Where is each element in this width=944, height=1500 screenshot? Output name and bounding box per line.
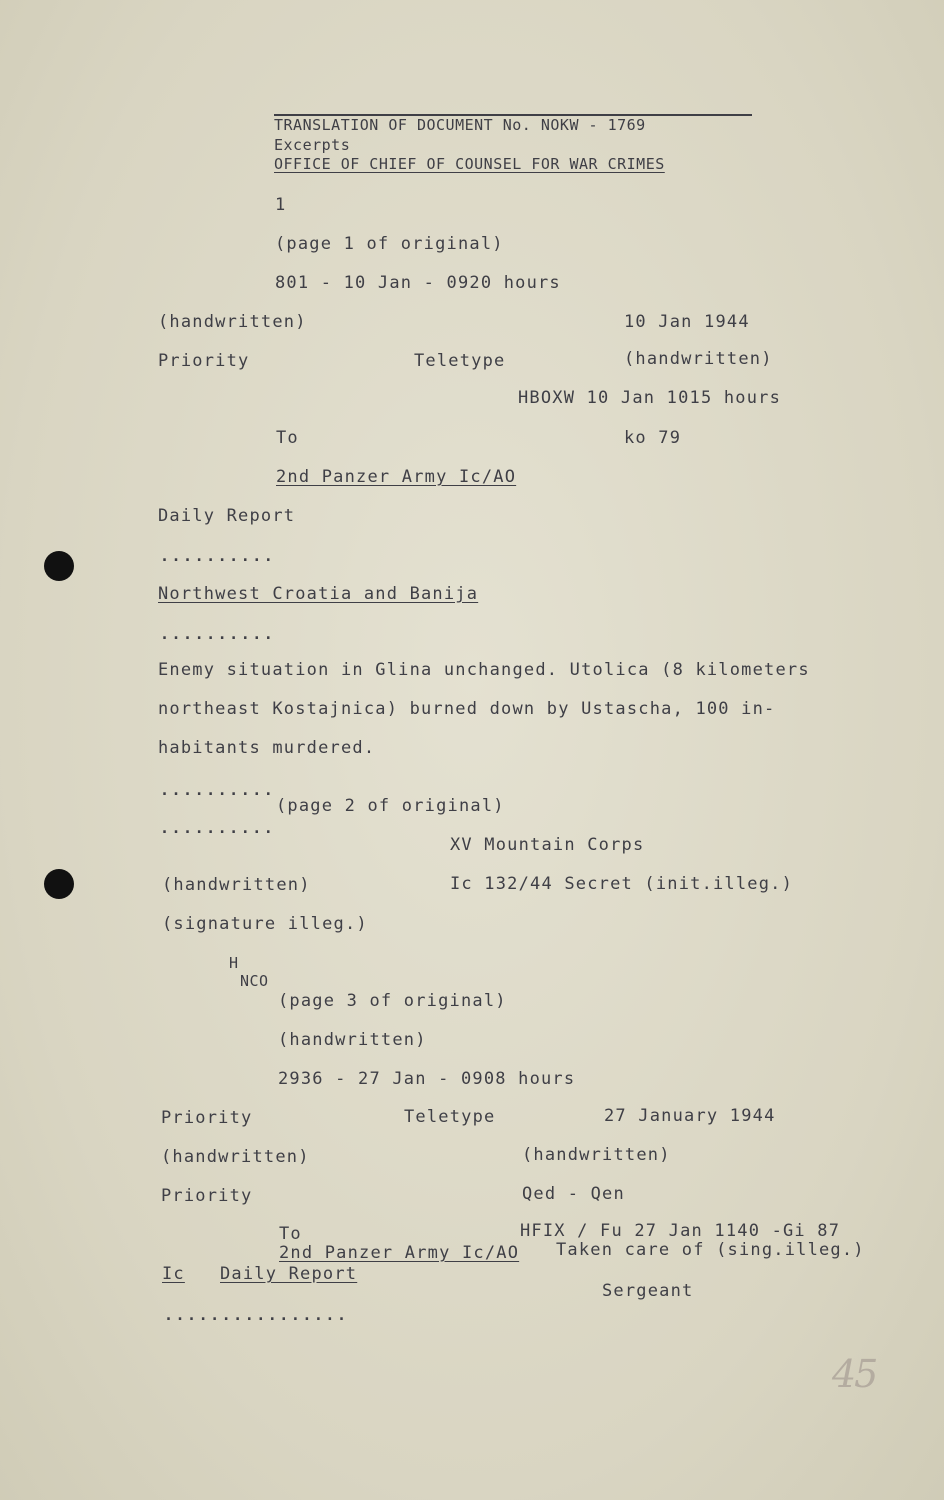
corps-name: XV Mountain Corps xyxy=(450,835,645,855)
message-reference: 2936 - 27 Jan - 0908 hours xyxy=(278,1069,576,1089)
teletype-label: Teletype xyxy=(414,351,506,371)
section-heading: Northwest Croatia and Banija xyxy=(158,584,479,604)
header-translation-line: TRANSLATION OF DOCUMENT No. NOKW - 1769 xyxy=(274,116,646,134)
header-office: OFFICE OF CHIEF OF COUNSEL FOR WAR CRIMES xyxy=(274,155,665,173)
addressee: 2nd Panzer Army Ic/AO xyxy=(279,1243,520,1263)
page-number: 1 xyxy=(275,195,287,215)
receipt-stamp: HBOXW 10 Jan 1015 hours xyxy=(518,388,782,408)
initial-h: H xyxy=(229,954,239,972)
original-page-2: (page 2 of original) xyxy=(276,796,505,816)
report-title: Daily Report xyxy=(220,1264,358,1284)
receipt-stamp: HFIX / Fu 27 Jan 1140 -Gi 87 xyxy=(520,1221,841,1241)
message-date: 27 January 1944 xyxy=(604,1106,776,1126)
ellipsis-separator: ................ xyxy=(164,1306,349,1324)
report-title: Daily Report xyxy=(158,506,296,526)
to-label: To xyxy=(276,428,299,448)
handwritten-note: (handwritten) xyxy=(278,1030,427,1050)
priority-label: Priority xyxy=(161,1186,253,1206)
ellipsis-separator: .......... xyxy=(160,547,276,565)
nco-label: NCO xyxy=(240,972,269,990)
sergeant-label: Sergeant xyxy=(602,1281,694,1301)
pencil-page-number: 45 xyxy=(832,1352,877,1396)
qed-note: Qed - Qen xyxy=(522,1184,625,1204)
handwritten-note: (handwritten) xyxy=(624,349,773,369)
priority-label: Priority xyxy=(161,1108,253,1128)
message-date: 10 Jan 1944 xyxy=(624,312,750,332)
punch-hole xyxy=(44,551,74,581)
ellipsis-separator: .......... xyxy=(160,819,276,837)
body-line: Enemy situation in Glina unchanged. Utolica (8 kilometers xyxy=(158,660,810,680)
signature-note: (signature illeg.) xyxy=(162,914,368,934)
original-page-1: (page 1 of original) xyxy=(275,234,504,254)
handwritten-note: (handwritten) xyxy=(161,1147,310,1167)
original-page-3: (page 3 of original) xyxy=(278,991,507,1011)
taken-care-note: Taken care of (sing.illeg.) xyxy=(556,1240,865,1260)
handwritten-note: (handwritten) xyxy=(158,312,307,332)
body-line: habitants murdered. xyxy=(158,738,376,758)
handwritten-note: (handwritten) xyxy=(162,875,311,895)
priority-label: Priority xyxy=(158,351,250,371)
handwritten-note: (handwritten) xyxy=(522,1145,671,1165)
secret-reference: Ic 132/44 Secret (init.illeg.) xyxy=(450,874,794,894)
ellipsis-separator: .......... xyxy=(160,781,276,799)
ko-number: ko 79 xyxy=(624,428,682,448)
punch-hole xyxy=(44,869,74,899)
ellipsis-separator: .......... xyxy=(160,625,276,643)
teletype-label: Teletype xyxy=(404,1107,496,1127)
message-reference: 801 - 10 Jan - 0920 hours xyxy=(275,273,561,293)
body-line: northeast Kostajnica) burned down by Ustascha, 100 in- xyxy=(158,699,776,719)
to-label: To xyxy=(279,1224,302,1244)
addressee: 2nd Panzer Army Ic/AO xyxy=(276,467,517,487)
header-excerpts: Excerpts xyxy=(274,136,351,154)
ic-label: Ic xyxy=(162,1264,185,1284)
